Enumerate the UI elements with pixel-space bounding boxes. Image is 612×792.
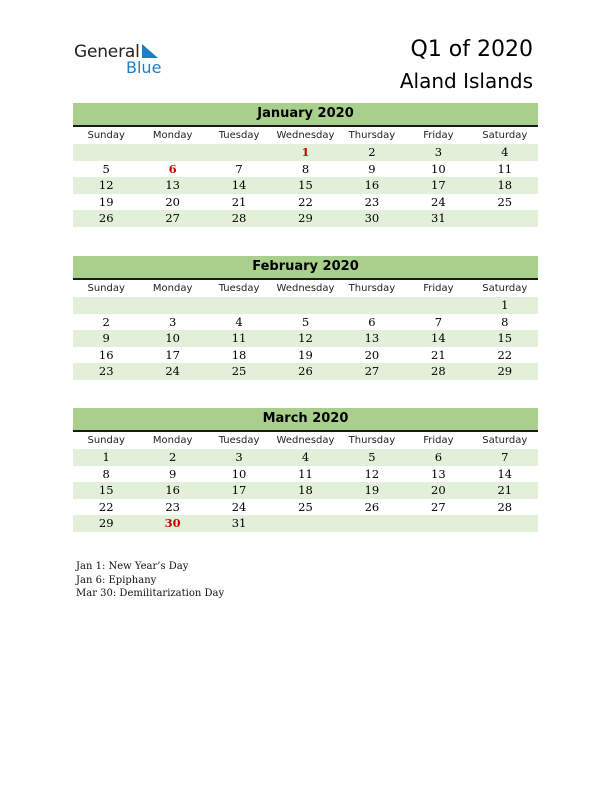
date-cell: 27 — [431, 499, 446, 514]
month-january — [73, 103, 538, 227]
date-cell: 26 — [272, 363, 338, 380]
date-cell: 19 — [98, 194, 114, 209]
date-cell: 2 — [339, 144, 405, 161]
date-cell: 5 — [301, 314, 310, 329]
date-cell — [339, 297, 405, 314]
date-cell: 11 — [497, 161, 513, 176]
date-cell: 24 — [431, 194, 446, 209]
date-cell: 19 — [298, 347, 313, 362]
date-cell: 4 — [272, 449, 338, 466]
date-cell — [73, 297, 139, 314]
date-cell: 14 — [405, 330, 471, 347]
week-row — [73, 210, 538, 227]
date-cell: 5 — [339, 449, 405, 466]
generalblue-logo — [74, 42, 184, 78]
date-cell: 13 — [339, 330, 405, 347]
weekday-label: Monday — [152, 435, 193, 446]
weekday-label: Saturday — [482, 435, 528, 446]
date-cell: 7 — [434, 314, 443, 329]
holiday-note: Jan 1: New Year’s Day — [76, 561, 189, 572]
date-cell: 17 — [405, 177, 471, 194]
date-cell: 4 — [472, 144, 538, 161]
date-cell: 3 — [405, 144, 471, 161]
date-cell: 1 — [472, 297, 538, 314]
date-cell: 8 — [501, 314, 509, 329]
date-cell: 9 — [368, 161, 376, 176]
date-cell: 28 — [206, 210, 272, 227]
holiday-date-cell: 1 — [272, 144, 338, 161]
weekday-label: Sunday — [87, 435, 125, 446]
week-row — [73, 161, 538, 178]
date-cell — [472, 515, 538, 532]
date-cell: 6 — [368, 314, 376, 329]
week-row — [73, 314, 538, 331]
date-cell: 7 — [472, 449, 538, 466]
logo-blue-text: Blue — [126, 58, 162, 77]
week-row — [73, 194, 538, 211]
date-cell: 18 — [231, 347, 247, 362]
date-cell: 8 — [102, 466, 110, 481]
month-title: March 2020 — [73, 408, 538, 432]
weekday-label: Wednesday — [276, 130, 335, 141]
date-cell: 20 — [405, 482, 471, 499]
date-cell: 23 — [364, 194, 380, 209]
date-cell: 29 — [472, 363, 538, 380]
date-cell — [206, 144, 272, 161]
weekday-label: Monday — [152, 130, 193, 141]
date-cell: 25 — [497, 194, 513, 209]
date-cell: 21 — [431, 347, 446, 362]
week-row — [73, 144, 538, 161]
date-cell: 22 — [298, 194, 313, 209]
date-cell: 24 — [231, 499, 247, 514]
date-cell: 10 — [431, 161, 446, 176]
weekday-label: Tuesday — [218, 283, 260, 294]
date-cell: 14 — [497, 466, 513, 481]
weekday-label: Wednesday — [276, 435, 335, 446]
date-cell: 20 — [165, 194, 180, 209]
week-row — [73, 515, 538, 532]
date-cell: 11 — [206, 330, 272, 347]
date-cell: 13 — [431, 466, 446, 481]
date-cell: 18 — [272, 482, 338, 499]
date-cell: 3 — [206, 449, 272, 466]
date-cell: 23 — [165, 499, 180, 514]
date-cell: 29 — [272, 210, 338, 227]
date-cell: 12 — [272, 330, 338, 347]
holiday-date-cell: 30 — [139, 515, 205, 532]
holiday-notes — [76, 560, 224, 601]
weekday-label: Thursday — [348, 435, 396, 446]
date-cell: 26 — [73, 210, 139, 227]
date-cell: 27 — [139, 210, 205, 227]
date-cell: 11 — [298, 466, 313, 481]
date-cell: 16 — [139, 482, 205, 499]
week-row — [73, 330, 538, 347]
date-cell: 15 — [472, 330, 538, 347]
month-february — [73, 256, 538, 380]
date-cell: 12 — [364, 466, 380, 481]
week-row — [73, 347, 538, 364]
date-cell: 6 — [405, 449, 471, 466]
date-cell: 21 — [472, 482, 538, 499]
date-cell — [472, 210, 538, 227]
weekday-label: Friday — [423, 130, 454, 141]
date-cell: 22 — [98, 499, 114, 514]
week-row — [73, 177, 538, 194]
month-march — [73, 408, 538, 532]
date-cell — [206, 297, 272, 314]
country-name: Aland Islands — [399, 69, 533, 93]
date-cell: 20 — [364, 347, 380, 362]
holiday-date-cell: 6 — [168, 161, 177, 176]
holiday-note: Jan 6: Epiphany — [76, 574, 157, 586]
date-cell: 16 — [98, 347, 114, 362]
date-cell: 25 — [298, 499, 313, 514]
holiday-note: Mar 30: Demilitarization Day — [76, 588, 225, 599]
date-cell: 14 — [206, 177, 272, 194]
date-cell: 13 — [139, 177, 205, 194]
date-cell: 28 — [497, 499, 513, 514]
weekday-label: Monday — [152, 283, 193, 294]
date-cell: 19 — [339, 482, 405, 499]
date-cell — [139, 144, 205, 161]
date-cell: 10 — [231, 466, 247, 481]
weekday-label: Tuesday — [218, 435, 260, 446]
weekday-header-row — [73, 127, 538, 144]
weekday-label: Friday — [423, 283, 454, 294]
date-cell: 16 — [339, 177, 405, 194]
weekday-label: Friday — [423, 435, 454, 446]
weekday-label: Thursday — [348, 283, 396, 294]
weekday-label: Thursday — [348, 130, 396, 141]
weekday-label: Wednesday — [276, 283, 335, 294]
weekday-label: Tuesday — [218, 130, 260, 141]
date-cell — [139, 297, 205, 314]
page-title: Q1 of 2020 — [410, 37, 533, 62]
date-cell: 28 — [405, 363, 471, 380]
date-cell: 30 — [339, 210, 405, 227]
date-cell: 25 — [206, 363, 272, 380]
month-title: January 2020 — [73, 103, 538, 127]
date-cell: 9 — [73, 330, 139, 347]
date-cell — [405, 515, 471, 532]
date-cell — [272, 297, 338, 314]
date-cell: 10 — [139, 330, 205, 347]
date-cell: 22 — [497, 347, 513, 362]
date-cell: 2 — [139, 449, 205, 466]
weekday-label: Sunday — [87, 130, 125, 141]
date-cell: 24 — [139, 363, 205, 380]
week-row — [73, 482, 538, 499]
date-cell: 1 — [73, 449, 139, 466]
date-cell: 17 — [206, 482, 272, 499]
date-cell: 27 — [339, 363, 405, 380]
date-cell: 23 — [73, 363, 139, 380]
date-cell: 21 — [231, 194, 247, 209]
date-cell: 2 — [102, 314, 110, 329]
date-cell: 15 — [73, 482, 139, 499]
date-cell: 9 — [168, 466, 177, 481]
week-row — [73, 363, 538, 380]
date-cell: 18 — [472, 177, 538, 194]
date-cell: 26 — [364, 499, 380, 514]
weekday-header-row — [73, 280, 538, 297]
date-cell: 3 — [168, 314, 177, 329]
date-cell: 29 — [73, 515, 139, 532]
date-cell: 12 — [73, 177, 139, 194]
date-cell — [405, 297, 471, 314]
logo-general-text: General — [74, 42, 140, 62]
date-cell: 4 — [235, 314, 243, 329]
date-cell: 8 — [301, 161, 310, 176]
week-row — [73, 499, 538, 516]
date-cell: 31 — [405, 210, 471, 227]
week-row — [73, 297, 538, 314]
date-cell: 31 — [206, 515, 272, 532]
weekday-label: Sunday — [87, 283, 125, 294]
weekday-label: Saturday — [482, 130, 528, 141]
date-cell — [339, 515, 405, 532]
date-cell: 5 — [102, 161, 110, 176]
date-cell: 17 — [165, 347, 180, 362]
weekday-header-row — [73, 432, 538, 449]
date-cell: 7 — [235, 161, 243, 176]
month-title: February 2020 — [73, 256, 538, 280]
week-row — [73, 449, 538, 466]
date-cell — [73, 144, 139, 161]
weekday-label: Saturday — [482, 283, 528, 294]
date-cell — [272, 515, 338, 532]
week-row — [73, 466, 538, 483]
date-cell: 15 — [272, 177, 338, 194]
